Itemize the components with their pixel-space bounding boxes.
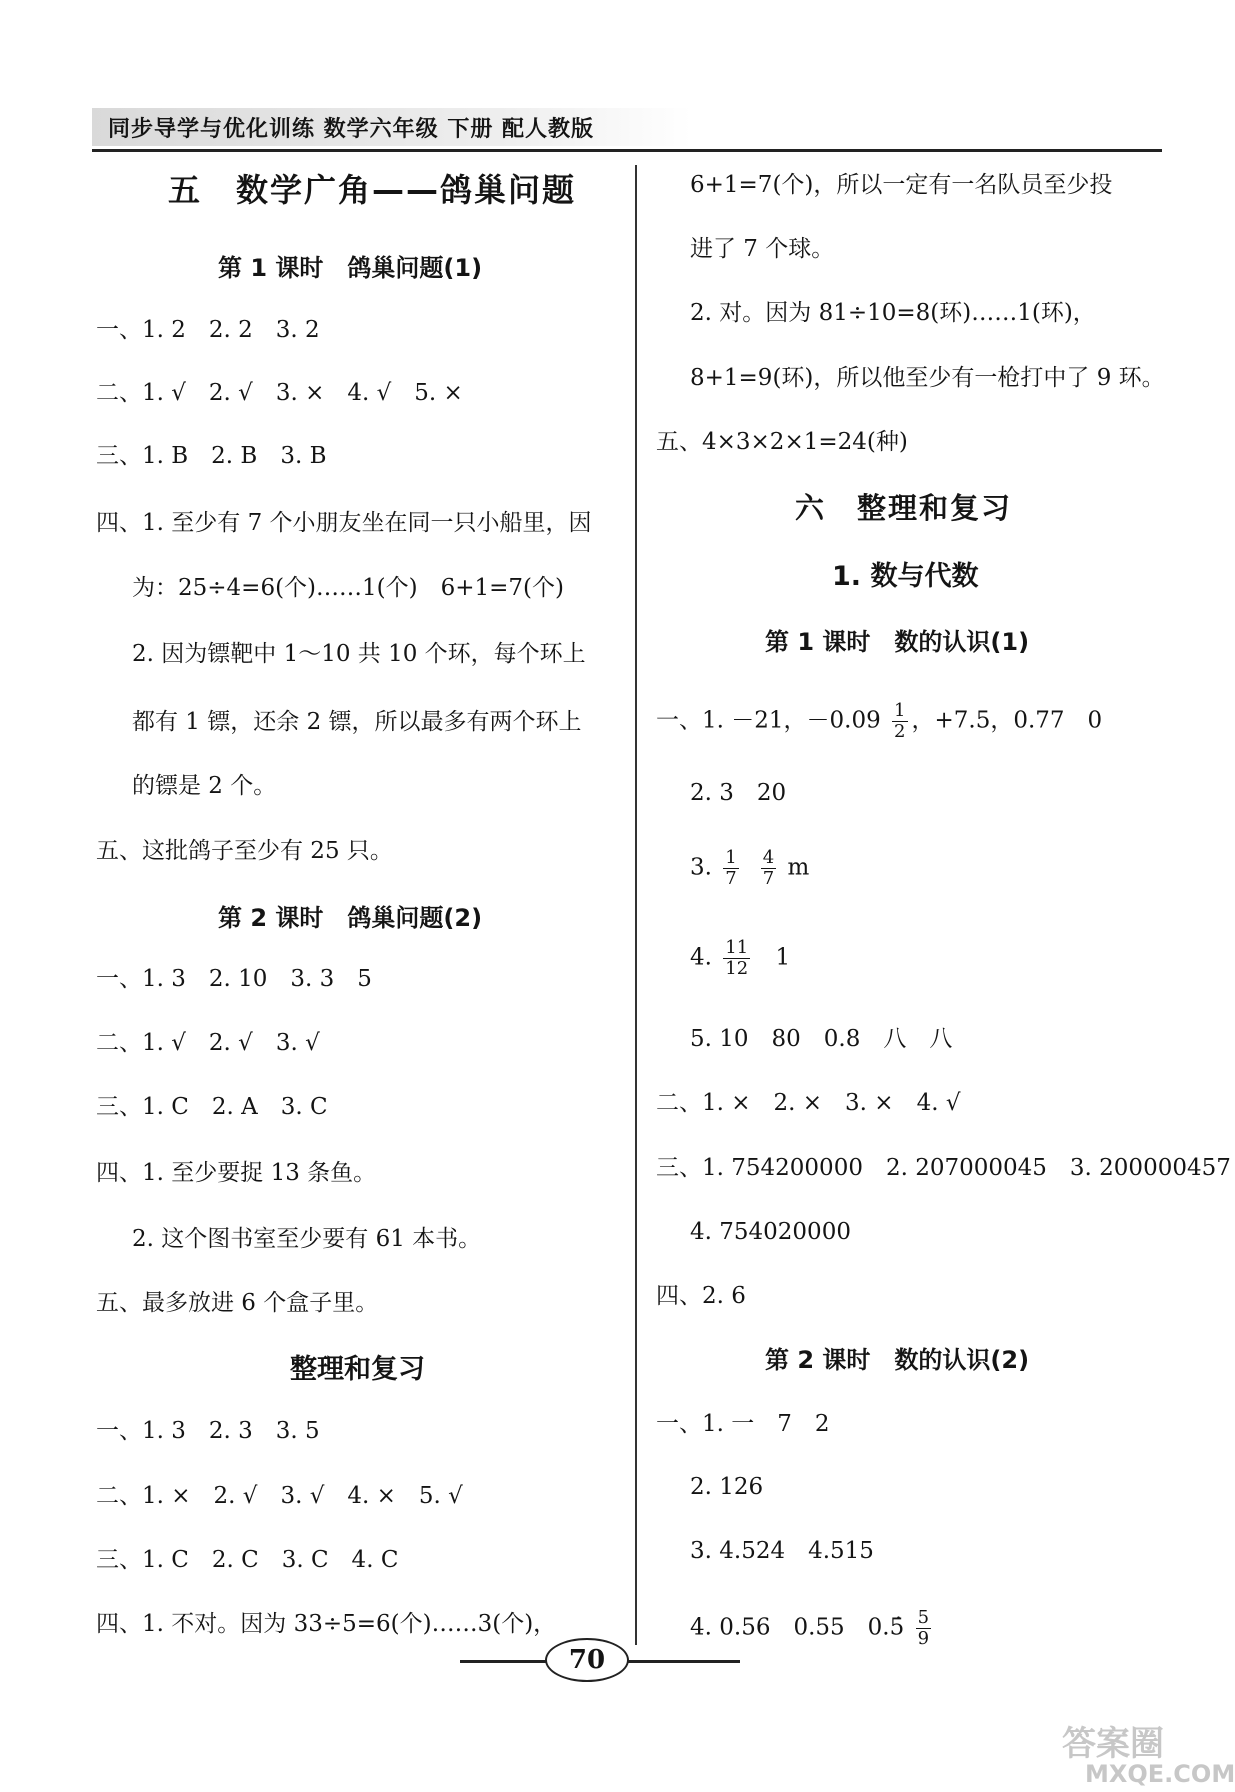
answer-text: 一、1. －21，－0.09 xyxy=(656,707,881,734)
answer-text: 4. 0.56 0.55 0.5̇ xyxy=(690,1614,905,1641)
answer-line: 5. 10 80 0.8 八 八 xyxy=(690,1026,953,1052)
lesson-title: 第 2 课时 鸽巢问题(2) xyxy=(218,904,483,932)
fraction: $\frac{11}{12}$ xyxy=(725,937,749,979)
section-title: 1. 数与代数 xyxy=(832,561,979,592)
answer-line: 五、4×3×2×1=24(种) xyxy=(656,429,908,455)
footer-rule-right xyxy=(620,1660,740,1663)
fraction: $\frac{1}{7}$ xyxy=(725,847,737,889)
answer-text: 3. xyxy=(690,854,712,881)
answer-line: 四、1. 至少有 7 个小朋友坐在同一只小船里，因 xyxy=(96,510,592,536)
answer-line: 都有 1 镖，还余 2 镖，所以最多有两个环上 xyxy=(132,709,582,735)
answer-line: 的镖是 2 个。 xyxy=(132,773,277,799)
watermark-logo: 答案圈 xyxy=(1062,1724,1164,1764)
fraction: $\frac{4}{7}$ xyxy=(762,847,775,889)
answer-line: 四、1. 至少要捉 13 条鱼。 xyxy=(96,1160,377,1186)
footer-rule-left xyxy=(460,1660,550,1663)
answer-text: 4. xyxy=(690,944,712,971)
answer-text: m xyxy=(787,854,810,881)
answer-line: 进了 7 个球。 xyxy=(690,236,835,262)
answer-line: 2. 这个图书室至少要有 61 本书。 xyxy=(132,1226,482,1252)
answer-line: 2. 126 xyxy=(690,1474,764,1500)
fraction: $\frac{1}{2}$ xyxy=(894,700,906,742)
answer-line: 二、1. × 2. × 3. × 4. √ xyxy=(656,1090,961,1116)
watermark-url: MXQE.COM xyxy=(1085,1760,1235,1788)
answer-line: 三、1. B 2. B 3. B xyxy=(96,443,327,469)
answer-text: 1 xyxy=(775,944,791,971)
answer-line: 四、2. 6 xyxy=(656,1283,746,1309)
answer-line: 2. 对。因为 81÷10=8(环)……1(环)， xyxy=(690,300,1096,326)
answer-line: 一、1. 一 7 2 xyxy=(656,1411,830,1437)
lesson-title: 第 1 课时 数的认识(1) xyxy=(765,628,1030,656)
answer-line: 6+1=7(个)，所以一定有一名队员至少投 xyxy=(690,172,1113,198)
answer-line: 五、最多放进 6 个盒子里。 xyxy=(96,1290,379,1316)
lesson-title: 第 1 课时 鸽巢问题(1) xyxy=(218,254,483,282)
answer-line: 4. 754020000 xyxy=(690,1219,851,1245)
answer-line: 二、1. √ 2. √ 3. × 4. √ 5. × xyxy=(96,380,463,406)
answer-line xyxy=(656,701,1102,742)
answer-line: 8+1=9(环)，所以他至少有一枪打中了 9 环。 xyxy=(690,365,1165,391)
column-divider xyxy=(635,165,637,1645)
answer-text: ，+7.5，0.77 0 xyxy=(911,707,1103,734)
answer-line: 一、1. 3 2. 10 3. 3 5 xyxy=(96,966,372,992)
answer-line: 3. 4.524 4.515 xyxy=(690,1538,874,1564)
answer-line: 为：25÷4=6(个)……1(个) 6+1=7(个) xyxy=(132,575,564,601)
fraction: $\frac{5}{9}$ xyxy=(917,1607,930,1649)
header-rule xyxy=(92,149,1162,152)
page-number: 70 xyxy=(545,1638,629,1682)
chapter-title-5: 五 数学广角——鸽巢问题 xyxy=(168,171,577,209)
chapter-title-6: 六 整理和复习 xyxy=(795,491,1013,525)
answer-line: 2. 3 20 xyxy=(690,780,787,806)
review-title: 整理和复习 xyxy=(290,1354,425,1385)
answer-line: 四、1. 不对。因为 33÷5=6(个)……3(个)， xyxy=(96,1611,557,1637)
answer-line: 一、1. 2 2. 2 3. 2 xyxy=(96,317,320,343)
answer-line: 二、1. √ 2. √ 3. √ xyxy=(96,1030,320,1056)
answer-line: 2. 因为镖靶中 1～10 共 10 个环，每个环上 xyxy=(132,641,586,667)
answer-line: 一、1. 3 2. 3 3. 5 xyxy=(96,1418,320,1444)
answer-line: 三、1. C 2. C 3. C 4. C xyxy=(96,1547,399,1573)
answer-line xyxy=(690,938,790,979)
header-title: 同步导学与优化训练 数学六年级 下册 配人教版 xyxy=(108,117,594,142)
answer-line xyxy=(690,848,809,889)
answer-line: 三、1. C 2. A 3. C xyxy=(96,1094,328,1120)
answer-line: 五、这批鸽子至少有 25 只。 xyxy=(96,838,393,864)
lesson-title: 第 2 课时 数的认识(2) xyxy=(765,1346,1030,1374)
answer-line xyxy=(690,1608,935,1649)
answer-line: 二、1. × 2. √ 3. √ 4. × 5. √ xyxy=(96,1483,463,1509)
answer-line: 三、1. 754200000 2. 207000045 3. 200000457 xyxy=(656,1155,1231,1181)
